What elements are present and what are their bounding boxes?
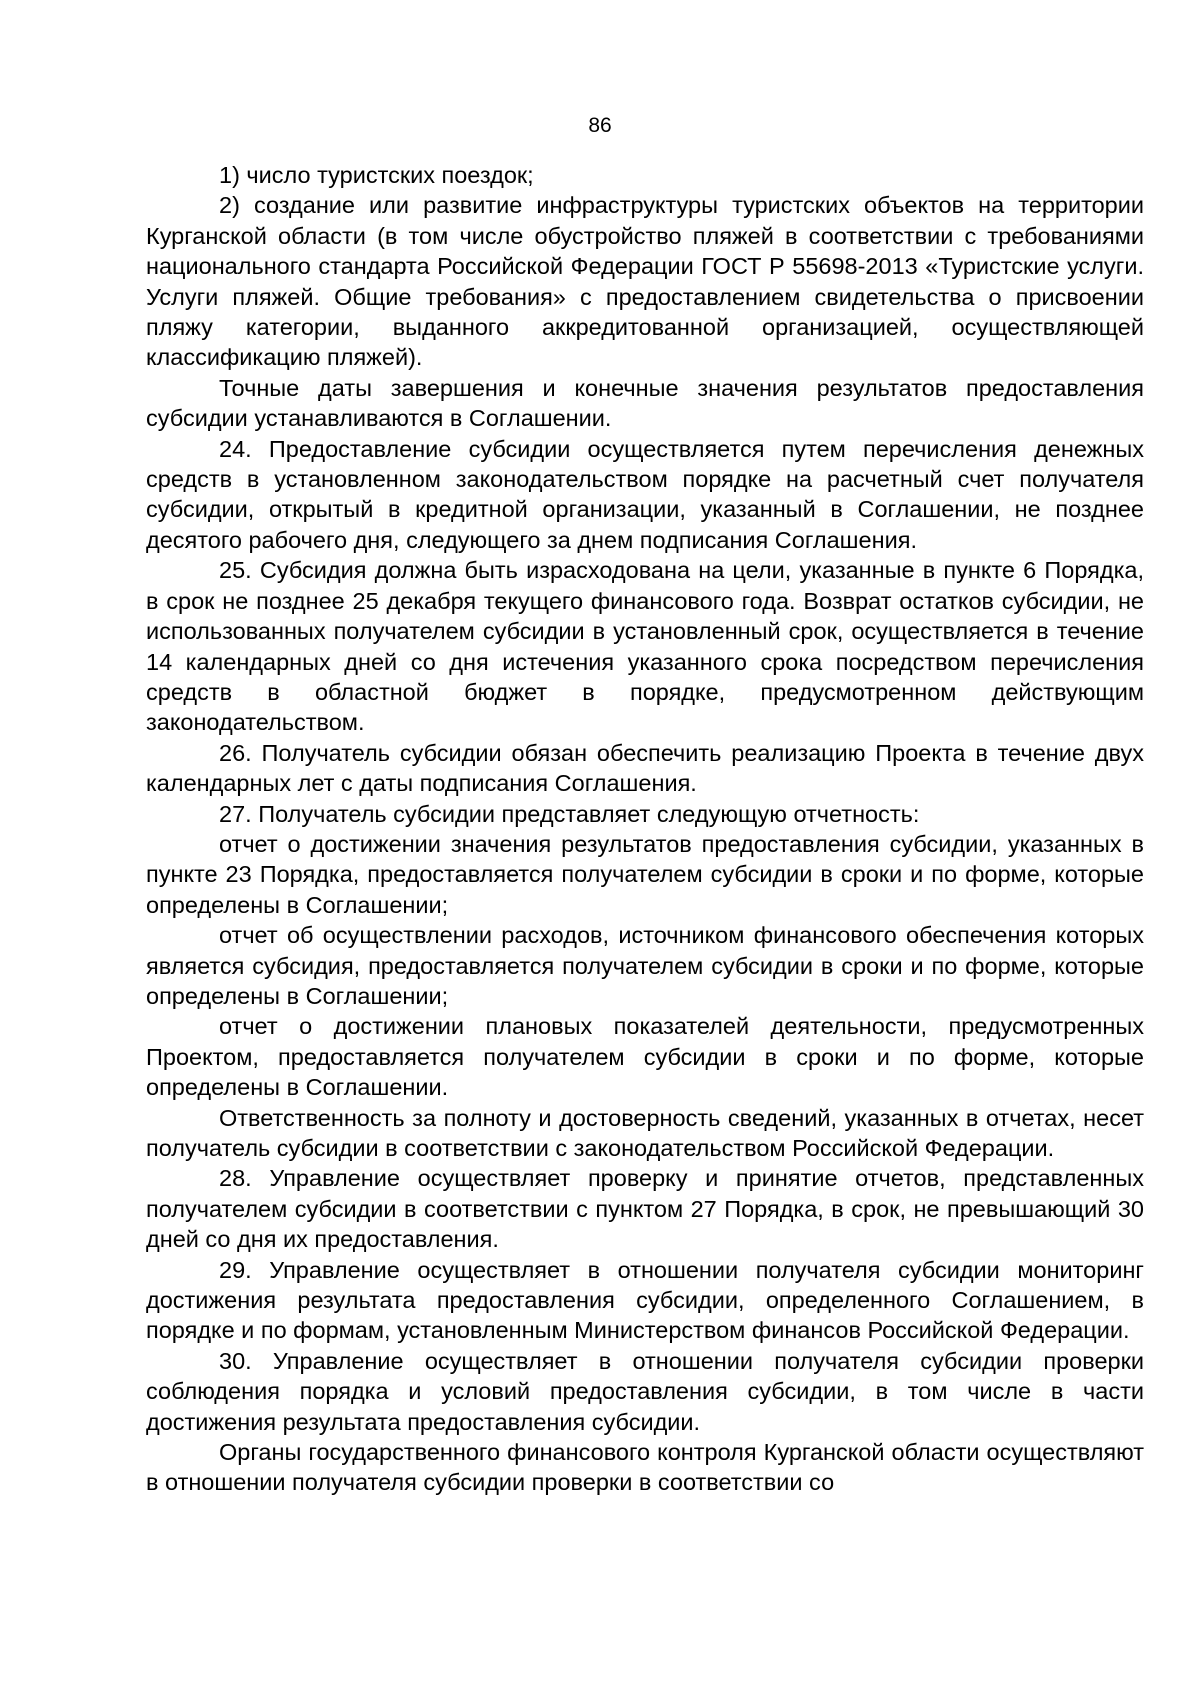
paragraph-result-dates: Точные даты завершения и конечные значения результатов предоставления субсидии устанавливаются в Соглашении. — [146, 374, 1144, 432]
paragraph-item-24: 24. Предоставление субсидии осуществляется путем перечисления денежных средств в установленном законодательством порядке на расчетный счет получателя субсидии, открытый в кредитной организации, указанный в Соглашении, не позднее десятого рабочего дня, следующего за днем подписания Соглашения. — [146, 435, 1144, 553]
paragraph-report-planned-indicators: отчет о достижении плановых показателей деятельности, предусмотренных Проектом, предоставляется получателем субсидии в сроки и по форме, которые определены в Соглашении. — [146, 1013, 1144, 1101]
paragraph-report-expenses: отчет об осуществлении расходов, источником финансового обеспечения которых является субсидия, предоставляется получателем субсидии в сроки и по форме, которые определены в Соглашении; — [146, 922, 1144, 1009]
paragraph-tourist-trips-indicator: 1) число туристских поездок; — [219, 162, 534, 188]
page-number: 86 — [588, 114, 612, 137]
paragraph-infrastructure-indicator: 2) создание или развитие инфраструктуры туристских объектов на территории Курганской области (в том числе обустройство пляжей в соответствии с требованиями национального стандарта Российской Федерации ГОСТ Р 55698-2013 «Туристские услуги. Услуги пляжей. Общие требования» с предоставлением свидетельства о присвоении пляжу категории, выданного аккредитованной организацией, осуществляющей классификацию пляжей). — [146, 192, 1144, 371]
paragraph-item-28: 28. Управление осуществляет проверку и принятие отчетов, представленных получателем субсидии в соответствии с пунктом 27 Порядка, в срок, не превышающий 30 дней со дня их предоставления. — [146, 1165, 1144, 1253]
paragraph-item-27: 27. Получатель субсидии представляет следующую отчетность: — [219, 800, 920, 827]
paragraph-financial-control-bodies: Органы государственного финансового контроля Курганской области осуществляют в отношении получателя субсидии проверки в соответствии со — [146, 1439, 1144, 1496]
paragraph-item-30: 30. Управление осуществляет в отношении получателя субсидии проверки соблюдения порядка и условий предоставления субсидии, в том числе в части достижения результата предоставления субсидии. — [146, 1347, 1144, 1435]
paragraph-reporting-responsibility: Ответственность за полноту и достоверность сведений, указанных в отчетах, несет получатель субсидии в соответствии с законодательством Российской Федерации. — [146, 1104, 1144, 1161]
paragraph-item-25: 25. Субсидия должна быть израсходована на цели, указанные в пункте 6 Порядка, в срок не позднее 25 декабря текущего финансового года. Возврат остатков субсидии, не использованных получателем субсидии в установленный срок, осуществляется в течение 14 календарных дней со дня истечения указанного срока посредством перечисления средств в областной бюджет в порядке, предусмотренном действующим законодательством. — [146, 557, 1144, 736]
paragraph-report-results: отчет о достижении значения результатов предоставления субсидии, указанных в пункте 23 Порядка, предоставляется получателем субсидии в сроки и по форме, которые определены в Соглашении; — [146, 830, 1144, 918]
paragraph-item-26: 26. Получатель субсидии обязан обеспечить реализацию Проекта в течение двух календарных лет с даты подписания Соглашения. — [146, 739, 1144, 797]
paragraph-item-29: 29. Управление осуществляет в отношении получателя субсидии мониторинг достижения результата предоставления субсидии, определенного Соглашением, в порядке и по формам, установленным Министерством финансов Российской Федерации. — [146, 1256, 1144, 1344]
document-body — [146, 160, 1144, 1498]
